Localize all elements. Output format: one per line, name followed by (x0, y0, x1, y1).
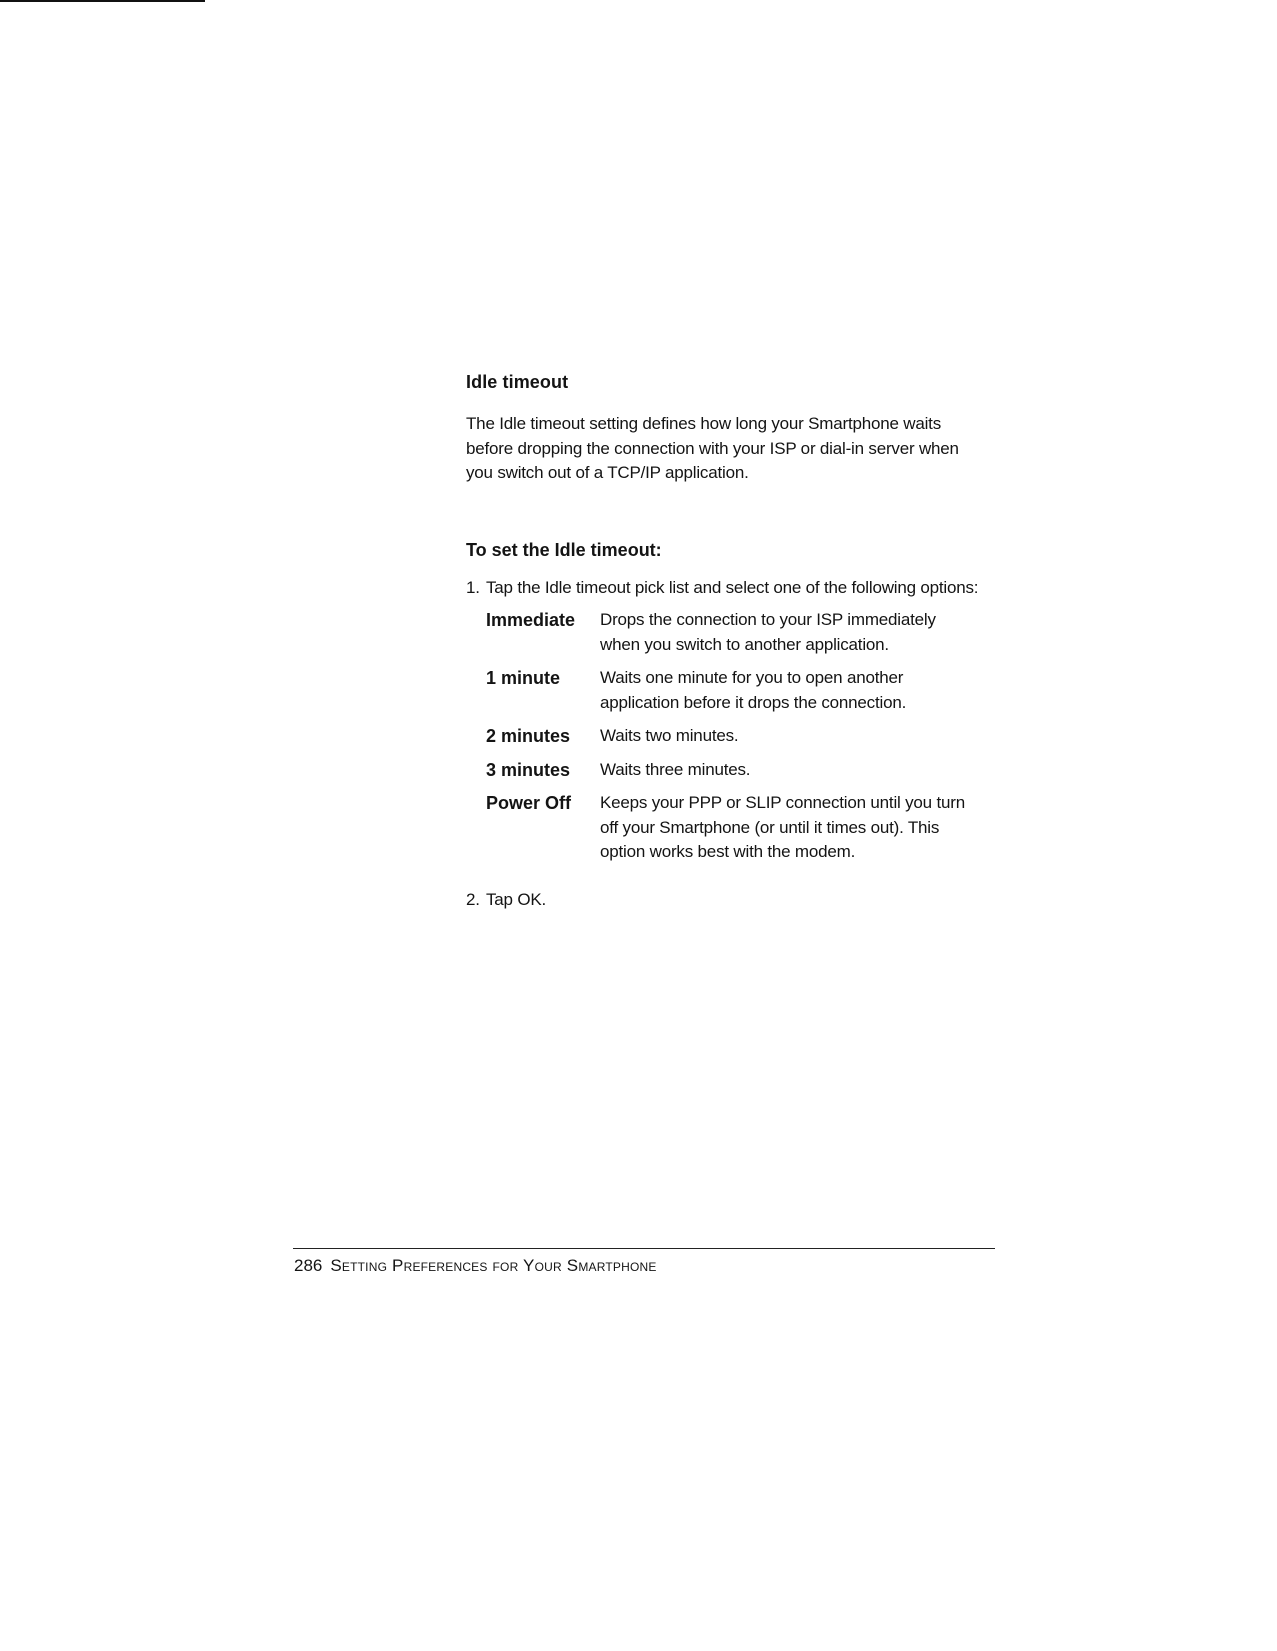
running-title: Setting Preferences for Your Smartphone (330, 1256, 657, 1275)
page-footer (294, 1256, 657, 1276)
option-description: Keeps your PPP or SLIP connection until you turn off your Smartphone (or until it times out). This option works best with the modem. (600, 793, 965, 861)
option-term: 2 minutes (486, 726, 571, 746)
option-description: Waits one minute for you to open another application before it drops the connection. (600, 668, 907, 712)
page-number: 286 (294, 1256, 323, 1275)
option-term: Power Off (486, 793, 572, 813)
option-2-minutes (486, 724, 966, 749)
section-description: The Idle timeout setting defines how long your Smartphone waits before dropping the connection with your ISP or dial-in server when you switch out of a TCP/IP application. (466, 414, 959, 482)
option-3-minutes (486, 758, 966, 783)
step-1 (466, 576, 986, 601)
page-content (466, 370, 986, 912)
option-power-off (486, 791, 966, 865)
option-term: 3 minutes (486, 759, 571, 780)
option-term: Immediate (486, 610, 576, 630)
step-2 (466, 888, 986, 913)
option-description: Drops the connection to your ISP immediately when you switch to another application. (600, 610, 936, 654)
step-1-text: Tap the Idle timeout pick list and select one of the following options: (486, 577, 979, 597)
step-2-text: Tap OK. (486, 889, 547, 909)
option-immediate (486, 608, 966, 657)
timeout-options-list (486, 608, 966, 865)
footer-divider (293, 1248, 995, 1249)
option-term: 1 minute (486, 668, 561, 688)
option-description: Waits three minutes. (600, 759, 751, 779)
top-corner-rule (0, 0, 205, 2)
step-1-number: 1. (466, 577, 480, 597)
section-heading: Idle timeout (466, 372, 569, 392)
step-2-number: 2. (466, 889, 480, 909)
option-1-minute (486, 666, 966, 715)
option-description: Waits two minutes. (600, 726, 739, 745)
procedure-heading: To set the Idle timeout: (466, 539, 662, 560)
